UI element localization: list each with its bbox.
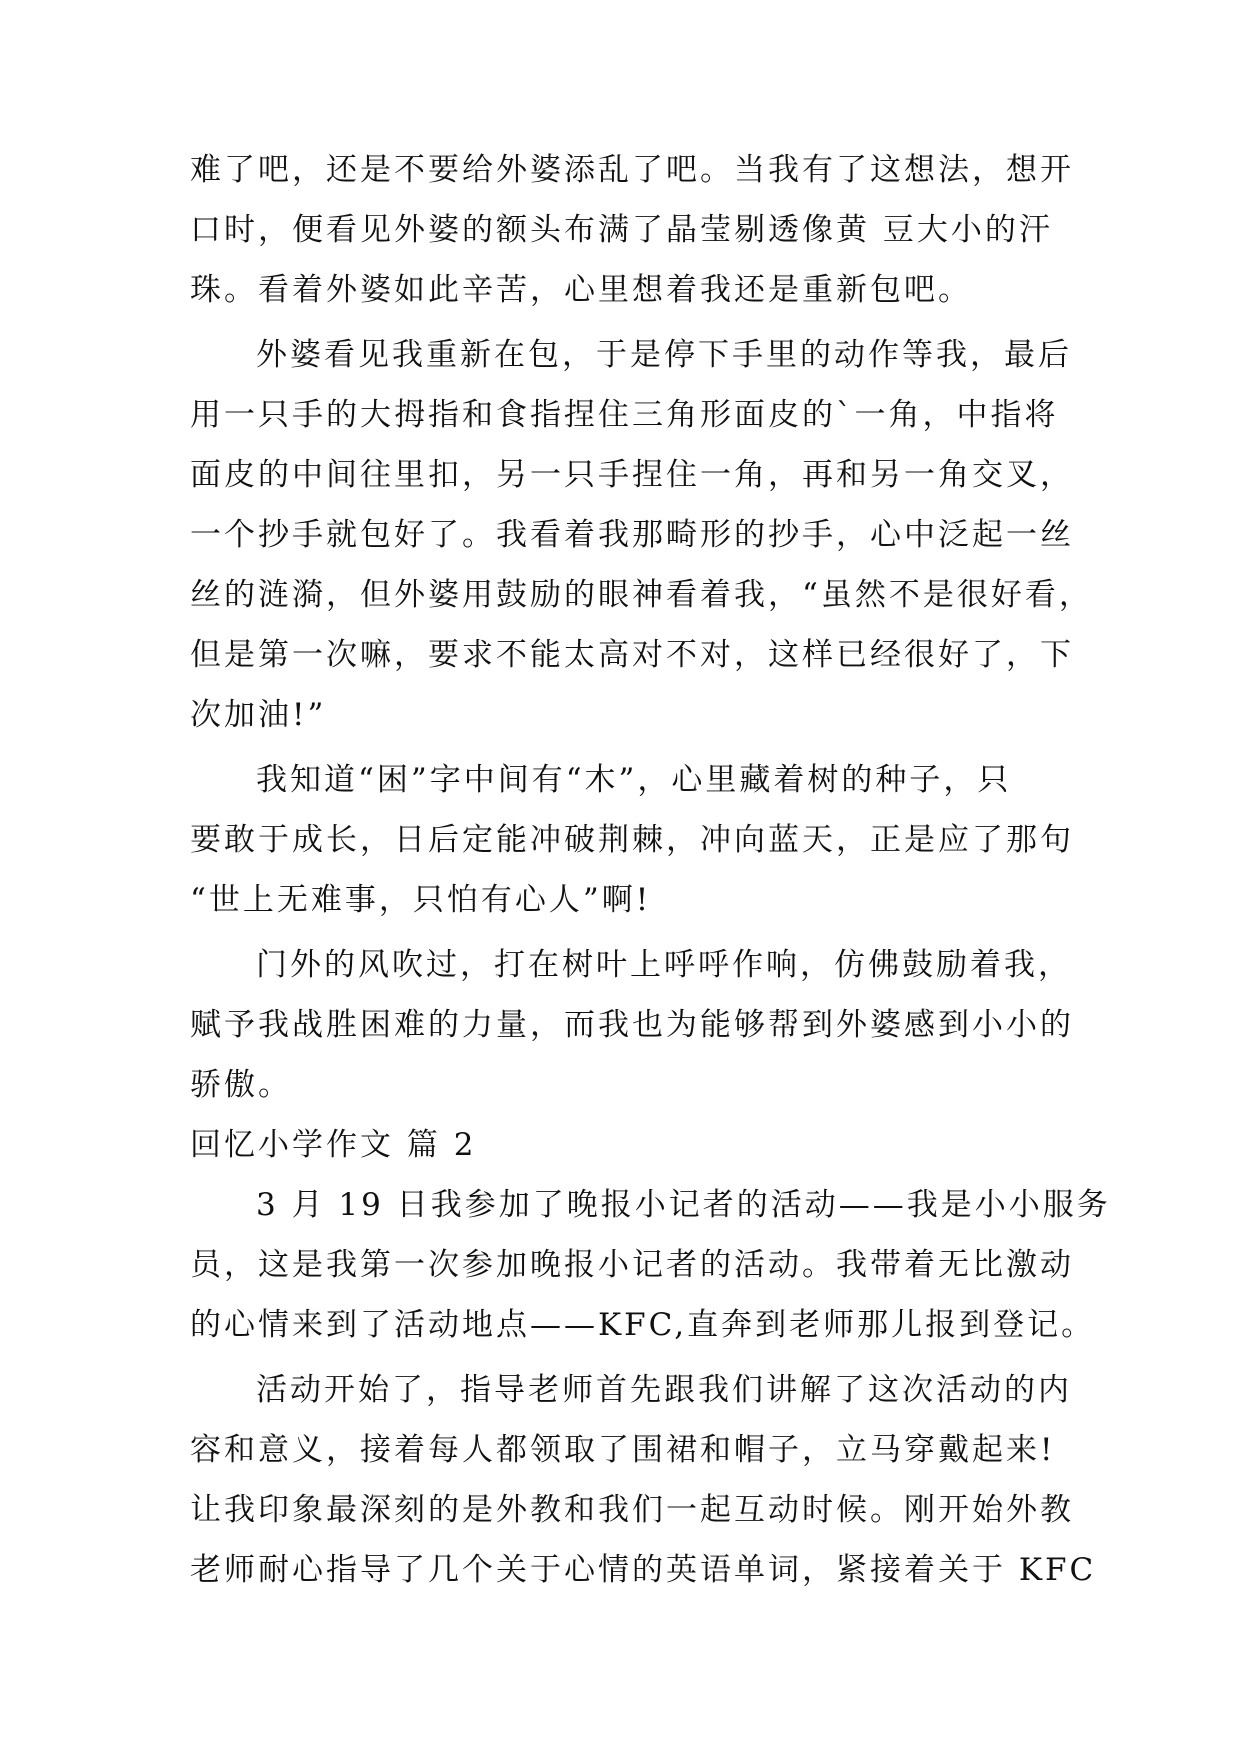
text-line: “世上无难事，只怕有心人”啊! — [190, 882, 652, 918]
text-line: 丝的涟漪，但外婆用鼓励的眼神看着我，“虽然不是很好看， — [190, 577, 1093, 613]
text-line: 容和意义，接着每人都领取了围裙和帽子，立马穿戴起来! — [190, 1432, 1056, 1468]
text-line: 要敢于成长，日后定能冲破荆棘，冲向蓝天，正是应了那句 — [190, 822, 1074, 858]
text-line: 员，这是我第一次参加晚报小记者的活动。我带着无比激动 — [190, 1247, 1074, 1283]
text-line: 口时，便看见外婆的额头布满了晶莹剔透像黄 豆大小的汗 — [190, 212, 1053, 248]
text-line: 面皮的中间往里扣，另一只手捏住一角，再和另一角交叉， — [190, 457, 1074, 493]
text-line: 但是第一次嘛，要求不能太高对不对，这样已经很好了，下 — [190, 637, 1074, 673]
text-line: 外婆看见我重新在包，于是停下手里的动作等我，最后 — [256, 337, 1072, 373]
text-line: 赋予我战胜困难的力量，而我也为能够帮到外婆感到小小的 — [190, 1007, 1074, 1043]
section-heading: 回忆小学作文 篇 2 — [190, 1127, 477, 1163]
text-line: 老师耐心指导了几个关于心情的英语单词，紧接着关于 KFC — [190, 1552, 1097, 1588]
text-line: 我知道“困”字中间有“木”，心里藏着树的种子，只 — [256, 762, 1012, 798]
text-line: 的心情来到了活动地点——KFC,直奔到老师那儿报到登记。 — [190, 1307, 1096, 1343]
text-line: 3 月 19 日我参加了晚报小记者的活动——我是小小服务 — [256, 1187, 1111, 1223]
text-line: 门外的风吹过，打在树叶上呼呼作响，仿佛鼓励着我， — [256, 947, 1072, 983]
text-line: 让我印象最深刻的是外教和我们一起互动时候。刚开始外教 — [190, 1492, 1074, 1528]
text-line: 珠。看着外婆如此辛苦，心里想着我还是重新包吧。 — [190, 272, 972, 308]
text-line: 次加油!” — [190, 697, 327, 733]
text-line: 一个抄手就包好了。我看着我那畸形的抄手，心中泛起一丝 — [190, 517, 1074, 553]
text-line: 用一只手的大拇指和食指捏住三角形面皮的`一角，中指将 — [190, 397, 1059, 433]
text-line: 活动开始了，指导老师首先跟我们讲解了这次活动的内 — [256, 1372, 1072, 1408]
text-line: 难了吧，还是不要给外婆添乱了吧。当我有了这想法，想开 — [190, 152, 1074, 188]
text-line: 骄傲。 — [190, 1067, 292, 1103]
